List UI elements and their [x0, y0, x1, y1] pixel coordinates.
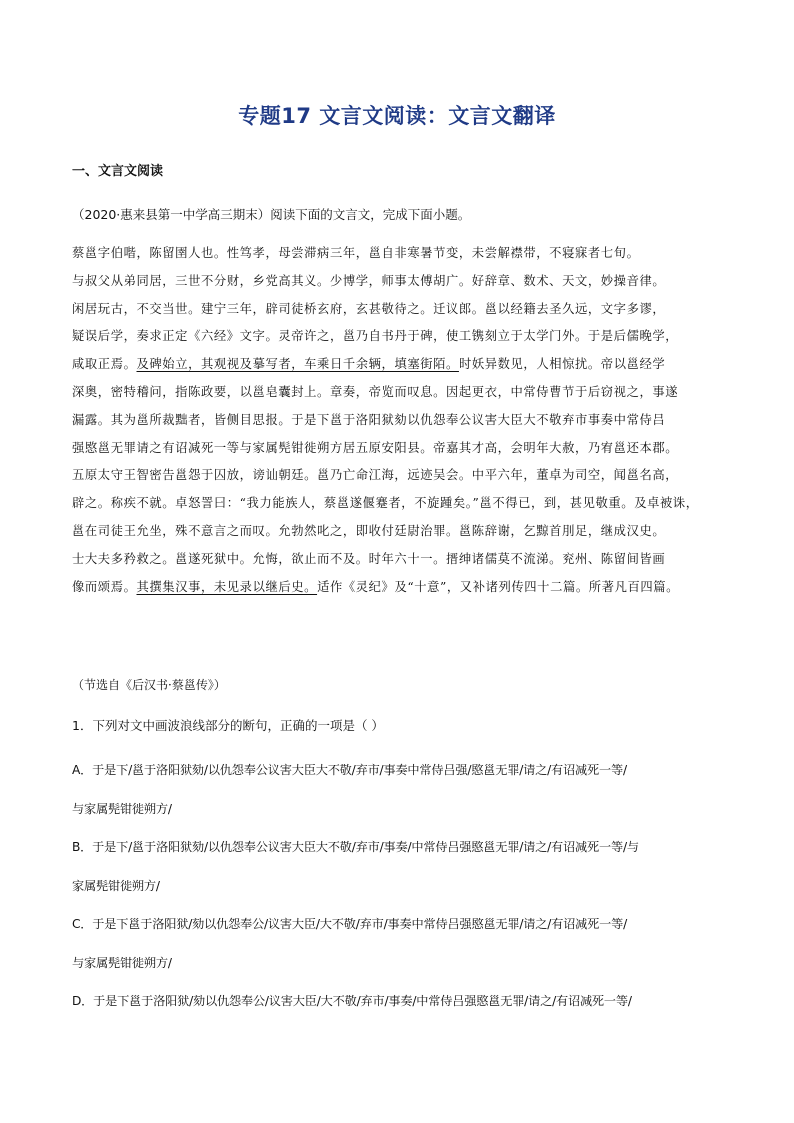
passage-text: 辟之。称疾不就。卓怒詈曰：“我力能族人，蔡邕遂偃蹇者，不旋踵矣。”邕不得已，到，甚见敬重。及卓被诛，: [72, 496, 699, 511]
passage-text: 咸取正焉。: [72, 357, 137, 372]
option-a[interactable]: [72, 760, 732, 820]
option-line: B．于是下/邕于洛阳狱劾/以仇怨奉公议害大臣大不敬/弃市/事奏/中常侍吕强愍邕无罪/请之/有诏减死一等/与: [72, 840, 639, 854]
option-line: C．于是下邕于洛阳狱/劾以仇怨奉公/议害大臣/大不敬/弃市/事奏中常侍吕强愍邕无罪/请之/有诏减死一等/: [72, 917, 628, 931]
underlined-sentence: 其撰集汉事，未见录以继后史。: [136, 579, 318, 594]
option-line: 家属髡钳徙朔方/: [72, 879, 160, 893]
intro-text: （2020·惠来县第一中学高三期末）阅读下面的文言文，完成下面小题。: [72, 207, 471, 222]
option-d[interactable]: [72, 991, 732, 1012]
passage-text: 疑误后学，奏求正定《六经》文字。灵帝许之，邕乃自书丹于碑，使工镌刻立于太学门外。于是后儒晚学，: [72, 329, 679, 344]
passage-text: 蔡邕字伯喈，陈留圉人也。性笃孝，母尝滞病三年，邕自非寒暑节变，未尝解襟带，不寝寐者七旬。: [72, 246, 640, 260]
passage-line: [72, 546, 724, 574]
passage-line: [72, 518, 724, 546]
passage-line: [72, 435, 724, 463]
passage-text: 像而颂焉。: [72, 579, 137, 594]
passage-text: 适作《灵纪》及“十意”，又补诸列传四十二篇。所著凡百四篇。: [317, 579, 680, 594]
option-b[interactable]: [72, 837, 732, 897]
option-line: 与家属髡钳徙朔方/: [72, 802, 172, 816]
passage-text: 与叔父从弟同居，三世不分财，乡党高其义。少博学，师事太傅胡广。好辞章、数术、天文，妙操音律。: [72, 273, 666, 288]
passage-text: 五原太守王智密告邕怨于囚放，谤讪朝廷。邕乃亡命江海，远迹吴会。中平六年，董卓为司空，闻邕名高，: [72, 468, 679, 483]
passage-line: [72, 268, 724, 296]
passage-source: （节选自《后汉书·蔡邕传》）: [72, 678, 226, 692]
passage-line: [72, 323, 724, 351]
passage-text: 强愍邕无罪请之有诏减死一等与家属髡钳徙朔方居五原安阳县。帝嘉其才高，会明年大赦，乃宥邕还本郡。: [72, 440, 679, 455]
passage-text: 时妖异数见，人相惊扰。帝以邕经学: [458, 357, 666, 372]
passage-text: 士大夫多矜救之。邕遂死狱中。允悔，欲止而不及。时年六十一。搢绅诸儒莫不流涕。兖州、陈留间皆画: [72, 551, 666, 566]
section-heading: 一、文言文阅读: [72, 164, 164, 179]
page-title: 专题17 文言文阅读：文言文翻译: [238, 104, 556, 128]
passage-line: [72, 379, 724, 407]
underlined-sentence: 及碑始立，其观视及摹写者，车乘日千余辆，填塞街陌。: [136, 357, 459, 372]
passage-text: 闲居玩古，不交当世。建宁三年，辟司徒桥玄府，玄甚敬待之。迁议郎。邕以经籍去圣久远，文字多谬，: [72, 301, 666, 316]
question-stem: 1．下列对文中画波浪线部分的断句，正确的一项是（ ）: [72, 718, 384, 733]
classical-passage: [72, 240, 724, 601]
passage-line: [72, 490, 724, 518]
option-c[interactable]: [72, 914, 732, 974]
option-line: A．于是下/邕于洛阳狱劾/以仇怨奉公议害大臣大不敬/弃市/事奏中常侍吕强/愍邕无罪/请之/有诏减死一等/: [72, 763, 627, 777]
passage-line: [72, 462, 724, 490]
passage-line: [72, 296, 724, 324]
passage-text: 邕在司徒王允坐，殊不意言之而叹。允勃然叱之，即收付廷尉治罪。邕陈辞谢，乞黥首刖足，继成汉史。: [72, 523, 666, 538]
option-line: 与家属髡钳徙朔方/: [72, 956, 172, 970]
passage-line: [72, 407, 724, 435]
option-line: D．于是下邕于洛阳狱/劾以仇怨奉公/议害大臣/大不敬/弃市/事奏/中常侍吕强愍邕无罪/请之/有诏减死一等/: [72, 994, 632, 1008]
passage-text: 漏露。其为邕所裁黜者，皆侧目思报。于是下邕于洛阳狱劾以仇怨奉公议害大臣大不敬弃市事奏中常侍吕: [72, 412, 666, 427]
passage-line: [72, 240, 724, 268]
passage-line: [72, 351, 724, 379]
passage-text: 深奥，密特稽问，指陈政要，以邕皂囊封上。章奏，帝览而叹息。因起更衣，中常侍曹节于后窃视之，事遂: [72, 384, 679, 399]
passage-line: [72, 574, 724, 602]
